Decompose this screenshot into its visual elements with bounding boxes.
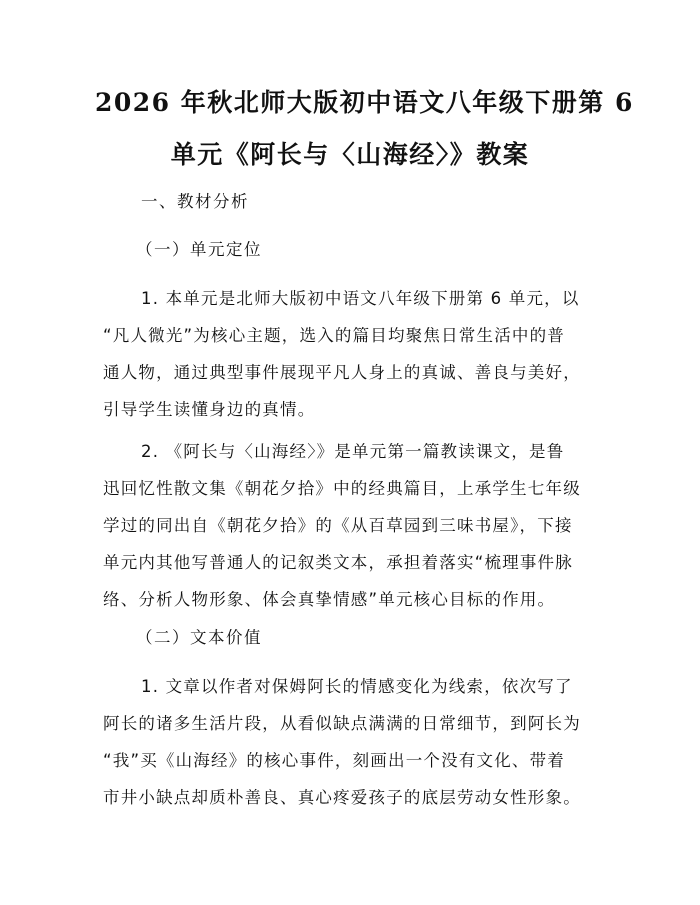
document-title-line-1: 2026 年秋北师大版初中语文八年级下册第 6 (95, 88, 634, 117)
paragraph-line: 通人物，通过典型事件展现平凡人身上的真诚、善良与美好， (103, 363, 581, 382)
paragraph-line: “凡人微光”为核心主题，选入的篇目均聚焦日常生活中的普 (103, 326, 565, 345)
subsection-heading-text-value: （二）文本价值 (136, 628, 262, 647)
paragraph-line: 阿长的诸多生活片段，从看似缺点满满的日常细节，到阿长为 (103, 714, 581, 733)
paragraph-line: 市井小缺点却质朴善良、真心疼爱孩子的底层劳动女性形象。 (103, 788, 581, 807)
paragraph-line: “我”买《山海经》的核心事件，刻画出一个没有文化、带着 (103, 751, 565, 770)
paragraph-line: 络、分析人物形象、体会真挚情感”单元核心目标的作用。 (103, 590, 556, 609)
paragraph-line: 迅回忆性散文集《朝花夕拾》中的经典篇目，上承学生七年级 (103, 479, 581, 498)
paragraph-line: 学过的同出自《朝花夕拾》的《从百草园到三味书屋》，下接 (103, 516, 573, 535)
subsection-heading-unit-positioning: （一）单元定位 (136, 240, 262, 259)
paragraph-unit-positioning-1 (103, 280, 603, 428)
paragraph-line: 单元内其他写普通人的记叙类文本，承担着落实“梳理事件脉 (103, 553, 573, 572)
section-heading-teaching-material-analysis: 一、教材分析 (141, 192, 249, 211)
paragraph-line: 1. 文章以作者对保姆阿长的情感变化为线索，依次写了 (141, 677, 573, 696)
paragraph-line: 引导学生读懂身边的真情。 (103, 400, 316, 419)
paragraph-text-value-1 (103, 668, 603, 816)
paragraph-line: 1. 本单元是北师大版初中语文八年级下册第 6 单元，以 (141, 289, 580, 308)
document-title-line-2: 单元《阿长与〈山海经〉》教案 (170, 140, 530, 169)
paragraph-line: 2. 《阿长与〈山海经〉》是单元第一篇教读课文，是鲁 (141, 442, 565, 461)
paragraph-unit-positioning-2 (103, 433, 603, 618)
